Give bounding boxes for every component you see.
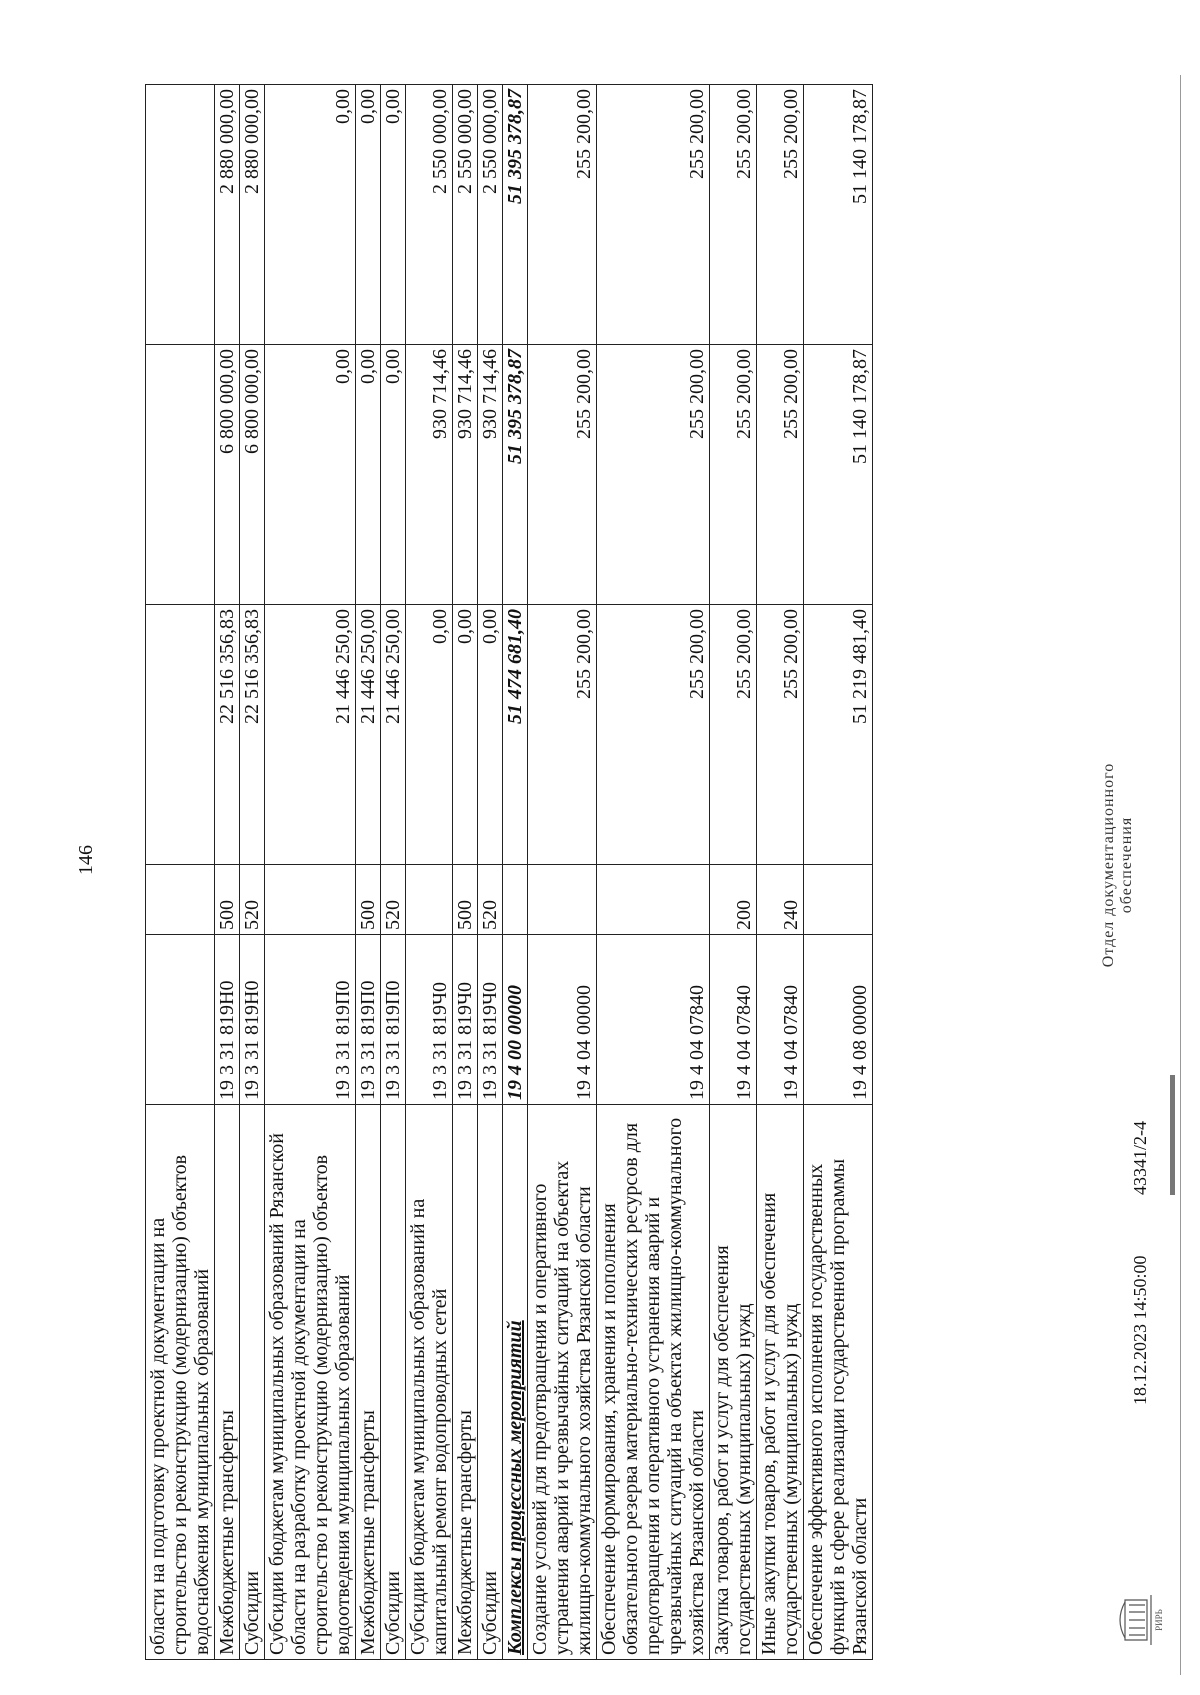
row-amount-2024: 21 446 250,00: [265, 605, 356, 865]
row-expense-type: [146, 865, 215, 935]
row-amount-2026: 255 200,00: [528, 85, 597, 345]
row-name: Межбюджетные трансферты: [453, 1105, 478, 1660]
department-stamp: [1100, 735, 1136, 995]
row-name: Закупка товаров, работ и услуг для обеспечения государственных (муниципальных) нужд: [710, 1105, 757, 1660]
row-amount-2025: 0,00: [356, 345, 381, 605]
row-code: 19 3 31 819Н0: [215, 935, 240, 1105]
row-code: 19 4 00 00000: [503, 935, 528, 1105]
row-amount-2026: [146, 85, 215, 345]
table-row: [356, 85, 381, 1660]
row-amount-2024: 255 200,00: [597, 605, 710, 865]
stamp-line-1: Отдел документационного: [1100, 762, 1117, 968]
row-expense-type: [265, 865, 356, 935]
row-amount-2026: 0,00: [265, 85, 356, 345]
table-row: [757, 85, 804, 1660]
row-expense-type: [804, 865, 873, 935]
row-amount-2024: 255 200,00: [528, 605, 597, 865]
row-code: 19 3 31 819Ч0: [453, 935, 478, 1105]
row-amount-2026: 255 200,00: [710, 85, 757, 345]
table-row: [146, 85, 215, 1660]
row-name: Обеспечение эффективного исполнения государственных функций в сфере реализации государственной программы Рязанской области: [804, 1105, 873, 1660]
table-body: [146, 85, 873, 1660]
row-expense-type: [597, 865, 710, 935]
row-name: Иные закупки товаров, работ и услуг для обеспечения государственных (муниципальных) нужд: [757, 1105, 804, 1660]
row-amount-2024: 0,00: [453, 605, 478, 865]
row-code: 19 4 04 00000: [528, 935, 597, 1105]
row-amount-2026: 255 200,00: [597, 85, 710, 345]
row-amount-2026: 0,00: [356, 85, 381, 345]
row-amount-2024: 22 516 356,83: [215, 605, 240, 865]
row-name: области на подготовку проектной документации на строительство и реконструкцию (модернизацию) объектов водоснабжения муниципальных образований: [146, 1105, 215, 1660]
row-amount-2026: 51 395 378,87: [503, 85, 528, 345]
row-amount-2024: 0,00: [478, 605, 503, 865]
row-name: Обеспечение формирования, хранения и пополнения обязательного резерва материально-технических ресурсов для предотвращения и оперативного устранения аварий и чрезвычайных ситуаций на объектах жилищно-коммунального хозяйства Рязанской области: [597, 1105, 710, 1660]
row-amount-2025: [146, 345, 215, 605]
row-amount-2026: 2 550 000,00: [406, 85, 453, 345]
row-expense-type: 500: [356, 865, 381, 935]
budget-table: [145, 84, 873, 1660]
row-amount-2025: 0,00: [265, 345, 356, 605]
scan-edge-mark: [1170, 1075, 1175, 1195]
footer-date: 18.12.2023 14:50:00: [1130, 1255, 1150, 1405]
table-row: [710, 85, 757, 1660]
row-amount-2024: 255 200,00: [710, 605, 757, 865]
row-amount-2024: 0,00: [406, 605, 453, 865]
row-expense-type: 200: [710, 865, 757, 935]
row-amount-2024: 51 474 681,40: [503, 605, 528, 865]
row-amount-2024: 51 219 481,40: [804, 605, 873, 865]
row-amount-2026: 2 550 000,00: [478, 85, 503, 345]
row-code: 19 4 08 00000: [804, 935, 873, 1105]
row-amount-2025: 51 140 178,87: [804, 345, 873, 605]
row-amount-2025: 0,00: [381, 345, 406, 605]
row-amount-2024: 255 200,00: [757, 605, 804, 865]
row-amount-2025: 6 800 000,00: [215, 345, 240, 605]
row-amount-2025: 930 714,46: [478, 345, 503, 605]
table-row: [453, 85, 478, 1660]
row-code: 19 3 31 819П0: [356, 935, 381, 1105]
table-row: [503, 85, 528, 1660]
row-name: Комплексы процессных мероприятий: [503, 1105, 528, 1660]
row-code: 19 3 31 819П0: [381, 935, 406, 1105]
row-name: Субсидии: [381, 1105, 406, 1660]
row-expense-type: 240: [757, 865, 804, 935]
row-name: Субсидии: [478, 1105, 503, 1660]
row-amount-2026: 51 140 178,87: [804, 85, 873, 345]
row-amount-2026: 0,00: [381, 85, 406, 345]
row-amount-2024: 21 446 250,00: [381, 605, 406, 865]
row-expense-type: 520: [240, 865, 265, 935]
row-name: Субсидии: [240, 1105, 265, 1660]
row-amount-2025: 930 714,46: [406, 345, 453, 605]
row-name: Межбюджетные трансферты: [356, 1105, 381, 1660]
page-number: 146: [75, 845, 97, 875]
table-row: [406, 85, 453, 1660]
row-code: [146, 935, 215, 1105]
footer-doc-number: 43341/2-4: [1130, 1121, 1150, 1195]
row-name: Субсидии бюджетам муниципальных образований на капитальный ремонт водопроводных сетей: [406, 1105, 453, 1660]
row-expense-type: 500: [215, 865, 240, 935]
row-name: Создание условий для предотвращения и оперативного устранения аварий и чрезвычайных ситуаций на объектах жилищно-коммунального хозяйства Рязанской области: [528, 1105, 597, 1660]
row-code: 19 3 31 819П0: [265, 935, 356, 1105]
logo-text: РИРЬ: [1154, 1609, 1164, 1631]
row-name: Субсидии бюджетам муниципальных образований Рязанской области на разработку проектной документации на строительство и реконструкцию (модернизацию) объектов водоотведения муниципальных образований: [265, 1105, 356, 1660]
row-expense-type: [406, 865, 453, 935]
row-amount-2026: 2 880 000,00: [215, 85, 240, 345]
row-expense-type: 520: [381, 865, 406, 935]
row-amount-2024: [146, 605, 215, 865]
row-amount-2025: 255 200,00: [757, 345, 804, 605]
row-amount-2025: 6 800 000,00: [240, 345, 265, 605]
emblem-icon: [1120, 1595, 1151, 1645]
table-row: [381, 85, 406, 1660]
row-expense-type: 500: [453, 865, 478, 935]
table-row: [597, 85, 710, 1660]
row-expense-type: 520: [478, 865, 503, 935]
emblem-logo: [1115, 1580, 1165, 1660]
row-amount-2024: 22 516 356,83: [240, 605, 265, 865]
row-amount-2026: 2 880 000,00: [240, 85, 265, 345]
row-amount-2025: 255 200,00: [597, 345, 710, 605]
table-row: [215, 85, 240, 1660]
row-expense-type: [503, 865, 528, 935]
row-code: 19 3 31 819Н0: [240, 935, 265, 1105]
row-amount-2026: 2 550 000,00: [453, 85, 478, 345]
table-row: [804, 85, 873, 1660]
stamp-line-2: обеспечения: [1118, 816, 1135, 914]
row-code: 19 4 04 07840: [757, 935, 804, 1105]
row-amount-2025: 930 714,46: [453, 345, 478, 605]
table-row: [240, 85, 265, 1660]
row-amount-2025: 255 200,00: [528, 345, 597, 605]
row-code: 19 4 04 07840: [710, 935, 757, 1105]
scan-edge-mark: [1180, 75, 1181, 1675]
table-row: [478, 85, 503, 1660]
row-code: 19 4 04 07840: [597, 935, 710, 1105]
row-amount-2026: 255 200,00: [757, 85, 804, 345]
row-name: Межбюджетные трансферты: [215, 1105, 240, 1660]
row-code: 19 3 31 819Ч0: [406, 935, 453, 1105]
row-amount-2025: 255 200,00: [710, 345, 757, 605]
row-code: 19 3 31 819Ч0: [478, 935, 503, 1105]
table-row: [528, 85, 597, 1660]
row-amount-2025: 51 395 378,87: [503, 345, 528, 605]
row-expense-type: [528, 865, 597, 935]
table-row: [265, 85, 356, 1660]
row-amount-2024: 21 446 250,00: [356, 605, 381, 865]
